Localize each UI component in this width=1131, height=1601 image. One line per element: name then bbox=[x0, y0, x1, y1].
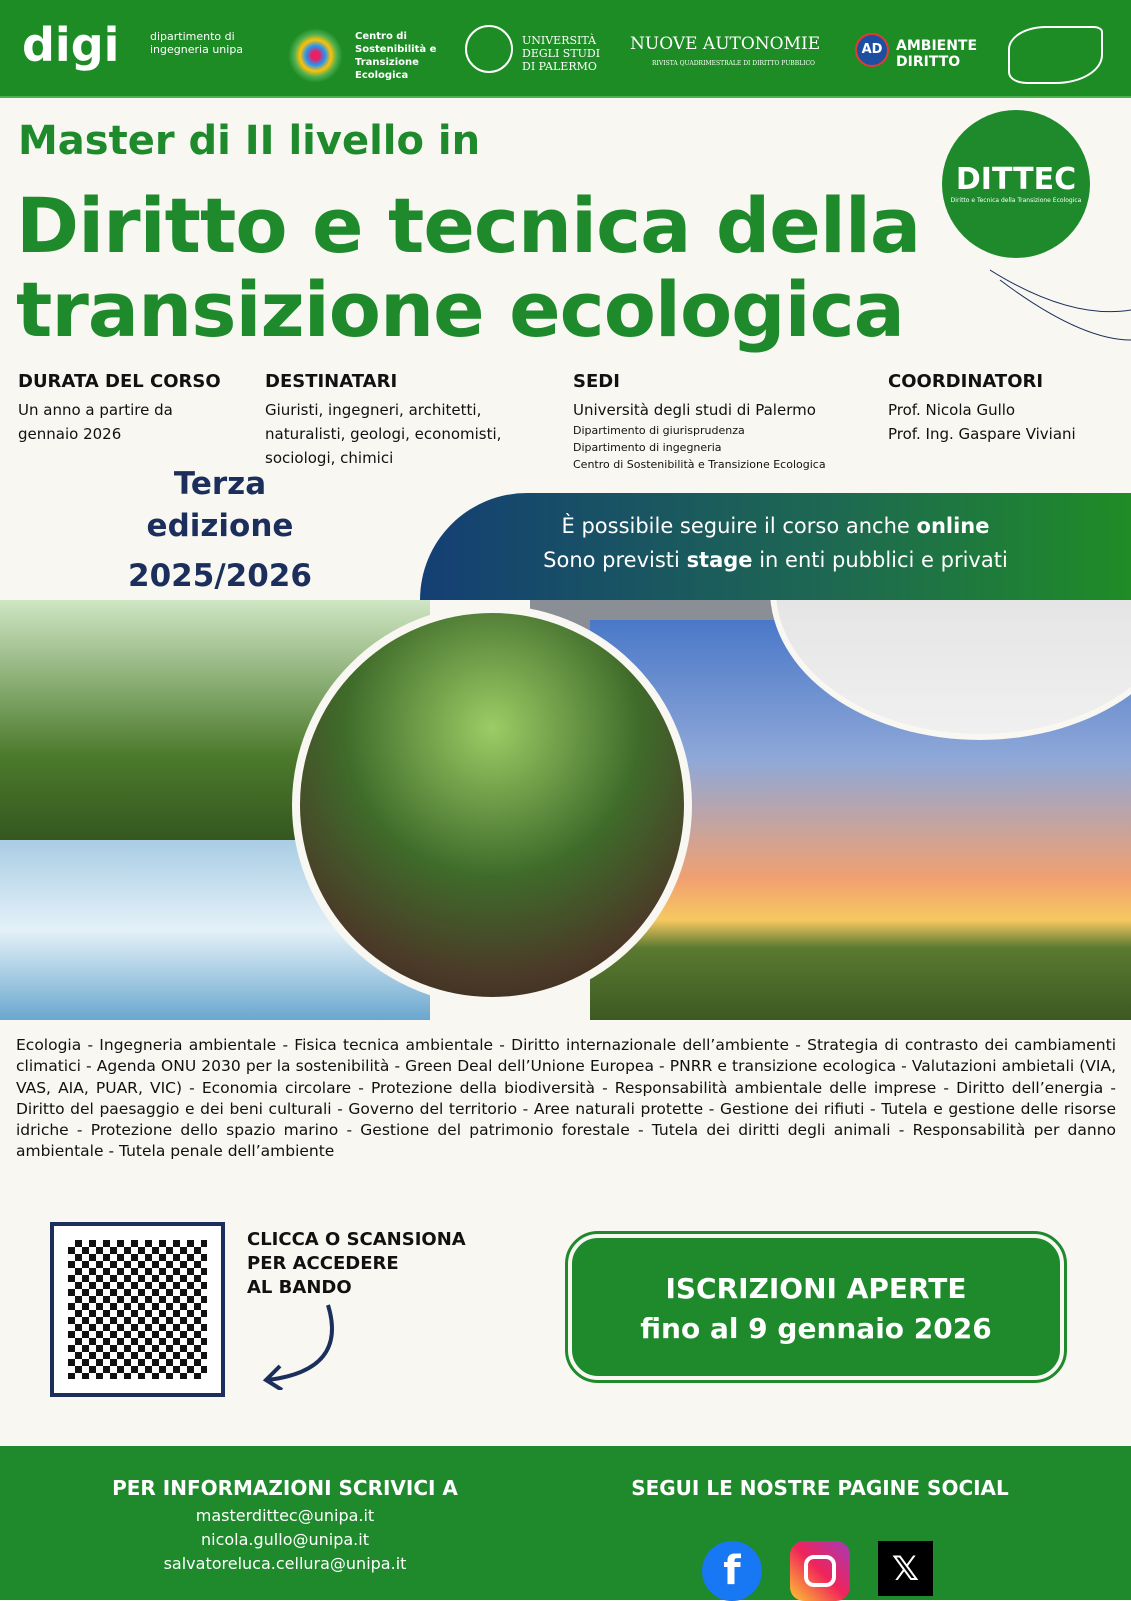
dittec-subtitle: Diritto e Tecnica della Transizione Ecologica bbox=[950, 197, 1082, 204]
logo-digi: digi bbox=[22, 18, 120, 72]
contact-heading: PER INFORMAZIONI SCRIVICI A bbox=[112, 1476, 458, 1500]
dittec-logo bbox=[942, 110, 1090, 258]
qr-code-bando[interactable] bbox=[50, 1222, 225, 1397]
ambiente-diritto-icon: AD bbox=[855, 33, 889, 67]
qr-pattern bbox=[68, 1240, 207, 1379]
online-stage-banner: È possibile seguire il corso anche online Sono previsti stage in enti pubblici e privati bbox=[420, 493, 1131, 600]
sdg-dots-icon bbox=[288, 28, 343, 83]
edition-label: Terza edizione 2025/2026 bbox=[128, 466, 312, 594]
x-icon[interactable]: 𝕏 bbox=[878, 1541, 933, 1596]
facebook-icon[interactable]: f bbox=[702, 1541, 762, 1601]
logo-unipa: UNIVERSITÀ DEGLI STUDI DI PALERMO bbox=[522, 34, 601, 73]
logo-dipartimento-ingegneria: dipartimento di ingegneria unipa bbox=[150, 30, 244, 56]
logo-centro-sostenibilita: Centro di Sostenibilità e Transizione Ecologica bbox=[355, 31, 437, 81]
logo-ambiente-diritto: AMBIENTE DIRITTO bbox=[896, 38, 978, 70]
arrow-icon bbox=[258, 1300, 348, 1390]
photo-collage bbox=[0, 600, 1131, 1020]
title-line-2: transizione ecologica bbox=[16, 265, 904, 354]
footer bbox=[0, 1446, 1131, 1600]
seedling-hands-photo bbox=[292, 605, 692, 1005]
dittec-name: DITTEC bbox=[955, 162, 1077, 197]
email-link[interactable]: salvatoreluca.cellura@unipa.it bbox=[163, 1554, 407, 1573]
sicily-map-icon bbox=[1008, 26, 1103, 84]
info-duration: DURATA DEL CORSO Un anno a partire da gennaio 2026 bbox=[18, 371, 221, 443]
nuove-autonomie-subtitle: RIVISTA QUADRIMESTRALE DI DIRITTO PUBBLICO bbox=[652, 60, 815, 67]
master-level-heading: Master di II livello in bbox=[18, 118, 481, 164]
unipa-seal-icon bbox=[465, 25, 513, 73]
info-audience: DESTINATARI Giuristi, ingegneri, architetti, naturalisti, geologi, economisti, sociologi, chimici bbox=[265, 371, 502, 467]
email-link[interactable]: masterdittec@unipa.it bbox=[195, 1506, 375, 1525]
registration-open-box: ISCRIZIONI APERTE fino al 9 gennaio 2026 bbox=[572, 1238, 1060, 1376]
logo-header bbox=[0, 0, 1131, 98]
info-locations: SEDI Università degli studi di Palermo Dipartimento di giurisprudenza Dipartimento di ingegneria Centro di Sostenibilità e Transizione Ecologica bbox=[573, 371, 826, 471]
qr-instructions: CLICCA O SCANSIONA PER ACCEDERE AL BANDO bbox=[247, 1229, 466, 1298]
email-link[interactable]: nicola.gullo@unipa.it bbox=[201, 1530, 369, 1549]
instagram-icon[interactable] bbox=[790, 1541, 850, 1601]
course-topics: Ecologia - Ingegneria ambientale - Fisica tecnica ambientale - Diritto internazionale dell’ambiente - Strategia di contrasto dei cambiamenti climatici - Agenda ONU 2030 per la sostenibilità - Green Deal dell’Unione Europea - PNRR e transizione ecologica - Valutazioni ambietali (VIA, VAS, AIA, PUAR, VIC) - Economia circolare - Protezione della biodiversità - Responsabilità ambientale delle imprese - Diritto dell’energia - Diritto del paesaggio e dei beni culturali - Governo del territorio - Aree naturali protette - Gestione dei rifiuti - Tutela e gestione delle risorse idriche - Protezione dello spazio marino - Gestione del patrimonio forestale - Tutela dei diritti degli animali - Responsabilità per danno ambientale - Tutela penale dell’ambiente bbox=[16, 1036, 1116, 1161]
decorative-lines bbox=[990, 250, 1131, 350]
title-line-1: Diritto e tecnica della bbox=[16, 181, 921, 270]
info-coordinators: COORDINATORI Prof. Nicola Gullo Prof. Ing. Gaspare Viviani bbox=[888, 371, 1076, 443]
logo-nuove-autonomie: NUOVE AUTONOMIE bbox=[630, 34, 821, 54]
social-heading: SEGUI LE NOSTRE PAGINE SOCIAL bbox=[631, 1476, 1009, 1500]
